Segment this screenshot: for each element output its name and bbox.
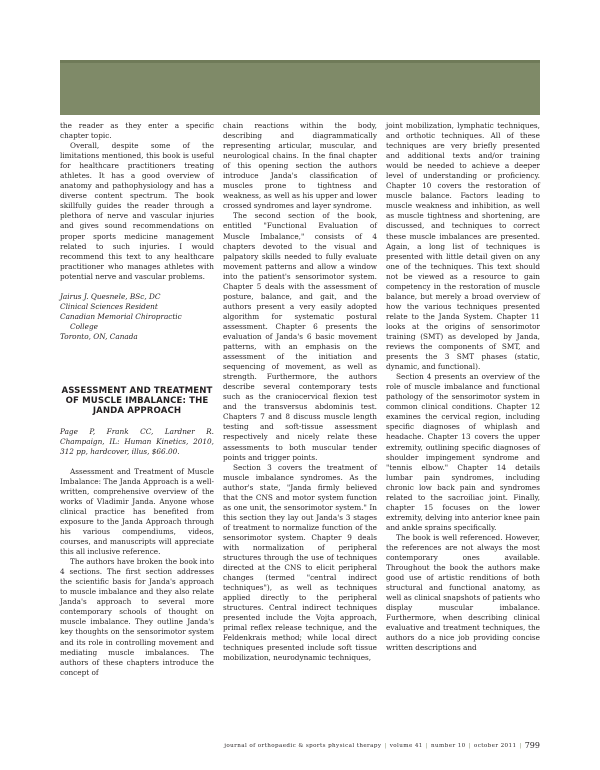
page-number: 799: [524, 741, 540, 750]
journal-number: number 10: [431, 742, 466, 749]
paragraph: The authors have broken the book into 4 sections. The first section addresses the scientific basis for Janda's approach to muscle imbalance and they also relate Janda's approach to several more contemporary schools of thought on muscle imbalance. They outline Janda's key thoughts on the sensorimotor system and its role in controlling movement and mediating muscle imbalances. The authors of these chapters introduce the concept of: [60, 557, 214, 677]
column-2: [223, 121, 377, 664]
section-heading: ASSESSMENT AND TREATMENT OF MUSCLE IMBALANCE: THE JANDA APPROACH: [61, 385, 213, 417]
reviewer-institution: Canadian Memorial Chiropractic: [60, 311, 182, 321]
paragraph: joint mobilization, lymphatic techniques, and orthotic techniques. All of these techniques are very briefly presented and additional texts and/or training would be needed to achieve a deeper level of understanding or proficiency. Chapter 10 covers the restoration of muscle balance. Factors leading to muscle weakness and inhibition, as well as muscle tightness and shortening, are discussed, and techniques to correct these muscle imbalances are presented. Again, a long list of techniques is presented with little detail given on any one of the techniques. This text should not be viewed as a resource to gain competency in the restoration of muscle balance, but merely a broad overview of how the various techniques presented relate to the Janda System. Chapter 11 looks at the origins of sensorimotor training (SMT) as developed by Janda, reviews the components of SMT, and presents the 3 SMT phases (static, dynamic, and functional).: [386, 121, 540, 372]
paragraph: The second section of the book, entitled "Functional Evaluation of Muscle Imbalance," consists of 4 chapters devoted to the visual and palpatory skills needed to fully evaluate movement patterns and allow a window into the patient's sensorimotor system. Chapter 5 deals with the assessment of posture, balance, and gait, and the authors present a very easily adopted algorithm for systematic postural assessment. Chapter 6 presents the evaluation of Janda's 6 basic movement patterns, with an emphasis on the assessment of the initiation and sequencing of movement, as well as strength. Furthermore, the authors describe several contemporary tests such as the craniocervical flexion test and the transversus abdominis test. Chapters 7 and 8 discuss muscle length testing and soft-tissue assessment respectively and nicely relate these assessments to both muscular tender points and trigger points.: [223, 211, 377, 462]
reviewer-location: Toronto, ON, Canada: [60, 331, 138, 341]
paragraph: Overall, despite some of the limitations mentioned, this book is useful for healthcare practitioners treating athletes. It has a good overview of anatomy and pathophysiology and has a diverse content spectrum. The book skillfully guides the reader through a plethora of nerve and vascular injuries and gives sound recommendations on proper sports medicine management related to such injuries. I would recommend this text to any healthcare practitioner who manages athletes with potential nerve and vascular problems.: [60, 141, 214, 281]
footer-separator: |: [468, 742, 471, 749]
footer-separator: |: [519, 742, 522, 749]
journal-date: october 2011: [473, 742, 517, 749]
paragraph: Section 4 presents an overview of the role of muscle imbalance and functional pathology of the sensorimotor system in common clinical conditions. Chapter 12 examines the cervical region, including specific diagnoses of whiplash and headache. Chapter 13 covers the upper extremity, outlining specific diagnoses of shoulder impingement syndrome and "tennis elbow." Chapter 14 details lumbar pain syndromes, including chronic low back pain and syndromes related to the sacroiliac joint. Finally, chapter 15 focuses on the lower extremity, delving into anterior knee pain and ankle sprains specifically.: [386, 372, 540, 532]
column-3: [386, 121, 540, 653]
page-footer: [224, 741, 540, 750]
footer-separator: |: [384, 742, 387, 749]
footer-separator: |: [425, 742, 429, 749]
journal-volume: volume 41: [389, 742, 423, 749]
paragraph: Section 3 covers the treatment of muscle imbalance syndromes. As the author's state, "Janda firmly believed that the CNS and motor system function as one unit, the sensorimotor system." In this section they lay out Janda's 3 stages of treatment to normalize function of the sensorimotor system. Chapter 9 deals with normalization of peripheral structures through the use of techniques directed at the CNS to elicit peripheral changes (termed "central indirect techniques"), as well as techniques applied directly to the peripheral structures. Central indirect techniques presented include the Vojta approach, primal reflex release technique, and the Feldenkrais method; while local direct techniques presented include soft tissue mobilization, neurodynamic techniques,: [223, 462, 377, 663]
reviewer-role: Clinical Sciences Resident: [60, 301, 158, 311]
journal-name: journal of orthopaedic & sports physical therapy: [224, 742, 382, 749]
paragraph: chain reactions within the body, describing and diagrammatically representing articular, muscular, and neurological chains. In the final chapter of this opening section the authors introduce Janda's classification of muscles prone to tightness and weakness, as well as his upper and lower crossed syndromes and layer syndrome.: [223, 121, 377, 211]
paragraph: The book is well referenced. However, the references are not always the most contemporary ones available. Throughout the book the authors make good use of artistic renditions of both structural and functional anatomy, as well as clinical snapshots of patients who display muscular imbalance. Furthermore, when describing clinical evaluative and treatment techniques, the authors do a nice job providing concise written descriptions and: [386, 532, 540, 653]
header-banner: [60, 60, 540, 115]
reviewer-name: Jairus J. Quesnele, BSc, DC: [60, 291, 161, 301]
reviewer-institution-cont: College: [70, 321, 98, 331]
book-citation: Page P, Frank CC, Lardner R. Champaign, IL: Human Kinetics, 2010, 312 pp, hardcover, illus, $66.00.: [60, 426, 214, 456]
column-1: [60, 121, 214, 678]
reviewer-signature: [60, 292, 214, 342]
paragraph: Assessment and Treatment of Muscle Imbalance: The Janda Approach is a well-written, comprehensive overview of the works of Vladimir Janda. Anyone whose clinical practice has benefited from exposure to the Janda Approach through his various compendiums, videos, courses, and manuscripts will appreciate this all inclusive reference.: [60, 466, 214, 557]
paragraph: the reader as they enter a specific chapter topic.: [60, 121, 214, 141]
